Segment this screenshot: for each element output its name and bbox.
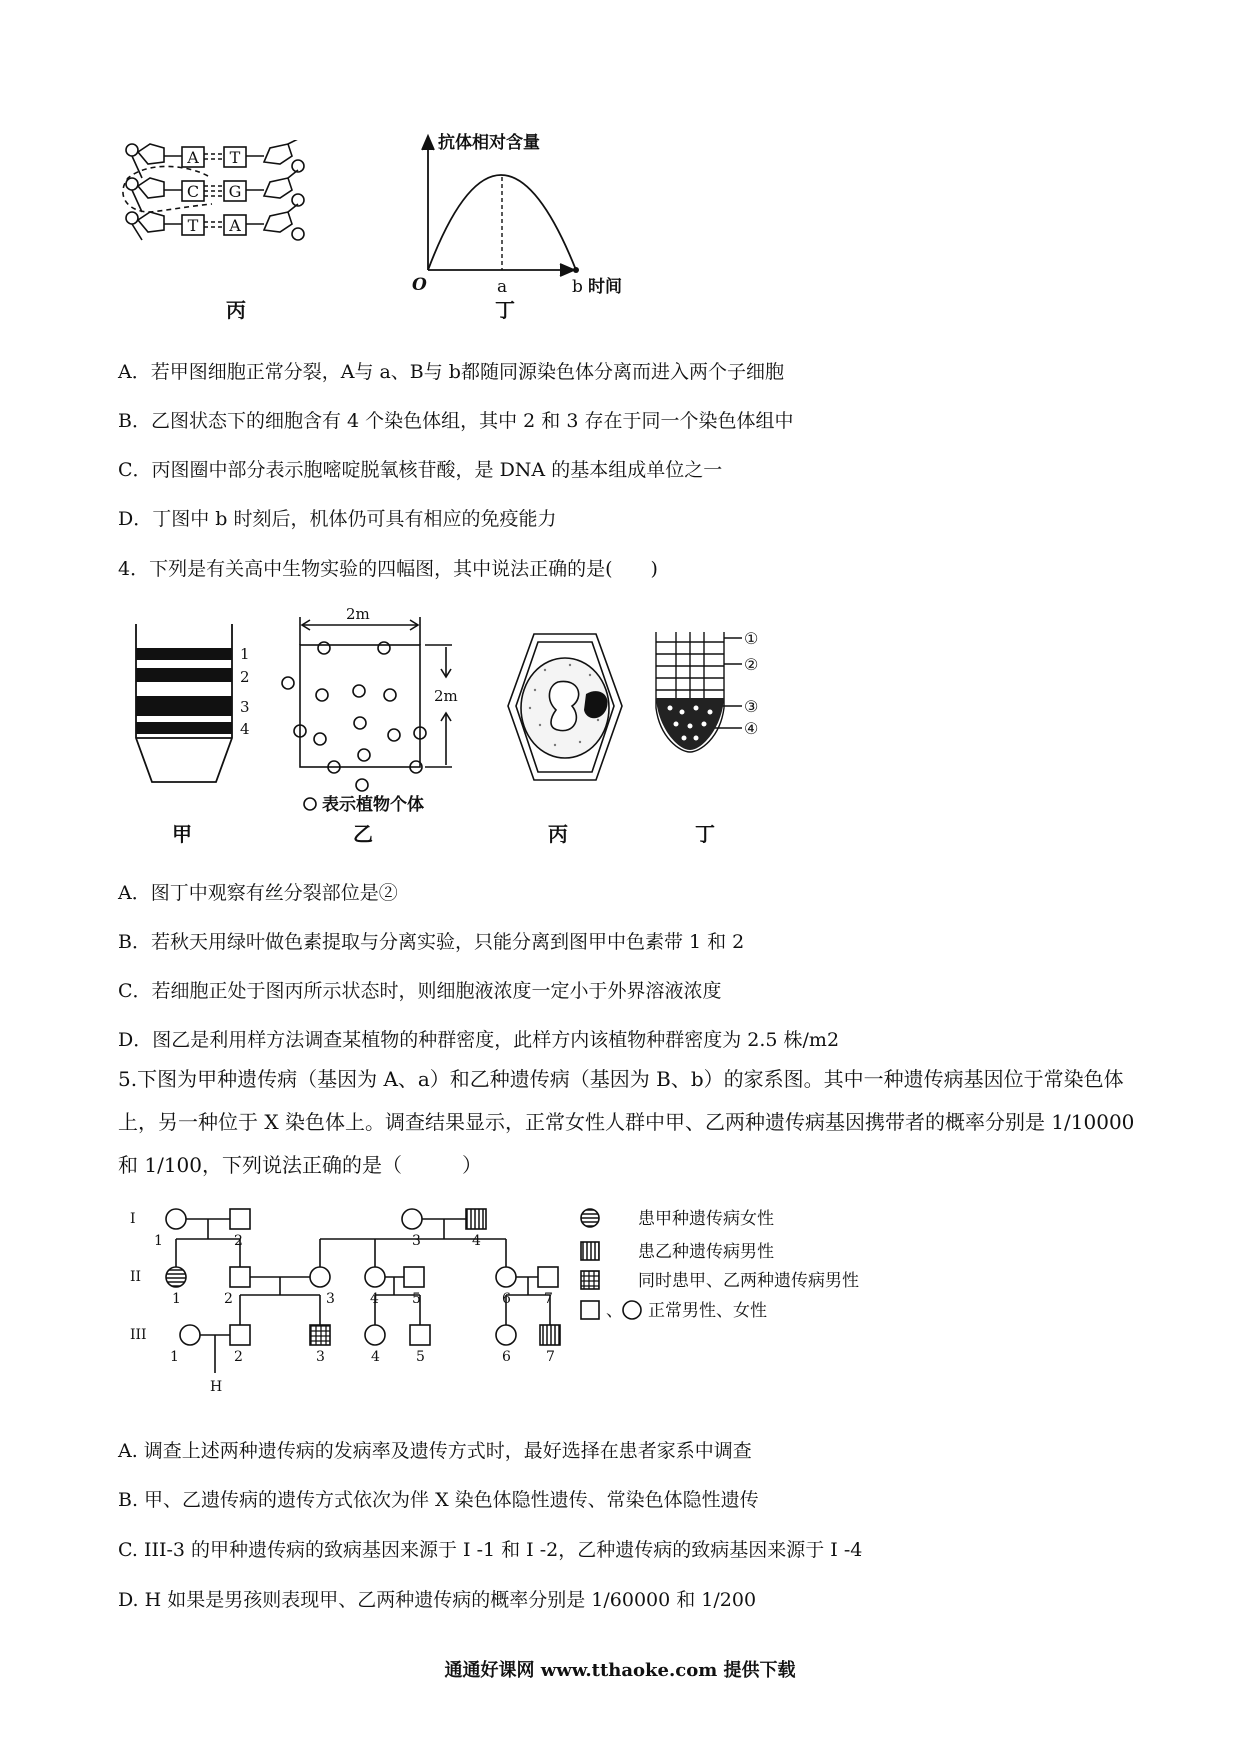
svg-text:2: 2 (224, 1291, 233, 1307)
svg-text:1: 1 (170, 1349, 179, 1365)
svg-text:5: 5 (416, 1349, 425, 1365)
q4-caption-yi: 乙 (353, 822, 373, 846)
svg-text:7: 7 (544, 1291, 553, 1307)
svg-text:4: 4 (371, 1349, 380, 1365)
svg-text:1: 1 (172, 1291, 181, 1307)
graph-tick-b: b (572, 277, 583, 297)
pedigree-child-label: H (210, 1379, 223, 1395)
quadrat-legend: 表示植物个体 (322, 795, 424, 815)
svg-text:5: 5 (412, 1291, 421, 1307)
q4-caption-ding: 丁 (695, 822, 715, 846)
svg-text:7: 7 (546, 1349, 555, 1365)
legend-both-male-icon (581, 1271, 599, 1289)
chromatography-strip (130, 620, 260, 790)
generation-III: III (130, 1327, 147, 1343)
dna-base-right-1: T (229, 148, 241, 167)
root-label-4: ④ (744, 719, 759, 738)
root-tip-figure (650, 628, 780, 758)
legend-normal-female-icon (623, 1301, 641, 1319)
legend-normal: 正常男性、女性 (648, 1301, 767, 1321)
dna-base-right-2: G (228, 182, 242, 201)
svg-text:3: 3 (412, 1233, 421, 1249)
band-label-2: 2 (240, 668, 250, 686)
q5-option-c: C. III-3 的甲种遗传病的致病基因来源于 I -1 和 I -2，乙种遗传病的致病基因来源于 I -4 (118, 1539, 863, 1561)
graph-xlabel: 时间 (588, 277, 622, 297)
q4-option-c: C．若细胞正处于图丙所示状态时，则细胞液浓度一定小于外界溶液浓度 (118, 980, 722, 1002)
dna-base-left-2: C (186, 182, 200, 201)
plant-cell-figure (500, 630, 630, 790)
q4-option-d: D．图乙是利用样方法调查某植物的种群密度，此样方内该植物种群密度为 2.5 株/m2 (118, 1029, 840, 1051)
q5-option-b: B. 甲、乙遗传病的遗传方式依次为伴 X 染色体隐性遗传、常染色体隐性遗传 (118, 1489, 759, 1511)
legend-normal-male-icon (581, 1301, 599, 1319)
dna-caption: 丙 (226, 298, 246, 322)
dna-base-left-1: A (187, 148, 199, 167)
band-label-1: 1 (240, 645, 250, 663)
q4-caption-bing: 丙 (548, 822, 568, 846)
q3-option-a: A．若甲图细胞正常分裂，A与 a、B与 b都随同源染色体分离而进入两个子细胞 (118, 361, 784, 383)
graph-tick-a: a (497, 277, 508, 297)
legend-jia-female-icon (581, 1209, 599, 1227)
svg-text:1: 1 (154, 1233, 163, 1249)
q3-option-b: B．乙图状态下的细胞含有 4 个染色体组，其中 2 和 3 存在于同一个染色体组中 (118, 410, 794, 432)
band-label-3: 3 (240, 698, 250, 716)
svg-text:2: 2 (234, 1349, 243, 1365)
q4-caption-jia: 甲 (172, 822, 192, 846)
quadrat-figure (270, 605, 470, 815)
band-label-4: 4 (240, 720, 250, 738)
svg-text:2: 2 (234, 1233, 243, 1249)
dna-base-right-3: A (229, 216, 241, 235)
generation-II: II (130, 1269, 142, 1285)
q3-option-d: D．丁图中 b 时刻后，机体仍可具有相应的免疫能力 (118, 508, 557, 530)
root-label-1: ① (744, 629, 759, 648)
svg-text:3: 3 (316, 1349, 325, 1365)
graph-origin: O (412, 275, 427, 295)
pedigree-legend (578, 1205, 918, 1345)
quadrat-height-label: 2m (434, 687, 458, 705)
q4-option-a: A．图丁中观察有丝分裂部位是② (118, 882, 398, 904)
q5-option-d: D. H 如果是男孩则表现甲、乙两种遗传病的概率分别是 1/60000 和 1/200 (118, 1589, 757, 1611)
q5-stem: 5.下图为甲种遗传病（基因为 A、a）和乙种遗传病（基因为 B、b）的家系图。其中一种遗传病基因位于常染色体上，另一种位于 X 染色体上。调查结果显示，正常女性人群中甲、乙两种遗传病基因携带者的概率分别是 1/10000 和 1/100，下列说法正确的是（ ） (118, 1067, 1135, 1177)
svg-text:4: 4 (370, 1291, 379, 1307)
legend-separator: 、 (606, 1301, 623, 1321)
quadrat-width-label: 2m (346, 605, 370, 623)
svg-text:3: 3 (326, 1291, 335, 1307)
page-footer: 通通好课网 www.tthaoke.com 提供下载 (444, 1660, 796, 1681)
legend-yi-male-icon (581, 1242, 599, 1260)
antibody-graph (400, 130, 650, 300)
legend-both-male: 同时患甲、乙两种遗传病男性 (638, 1271, 859, 1291)
dna-figure (120, 140, 340, 260)
q4-option-b: B．若秋天用绿叶做色素提取与分离实验，只能分离到图甲中色素带 1 和 2 (118, 931, 745, 953)
pedigree-chart (130, 1205, 590, 1400)
q4-stem: 4．下列是有关高中生物实验的四幅图，其中说法正确的是( ) (118, 558, 658, 580)
generation-I: I (130, 1211, 136, 1227)
legend-yi-male: 患乙种遗传病男性 (638, 1242, 774, 1262)
q5-option-a: A. 调查上述两种遗传病的发病率及遗传方式时，最好选择在患者家系中调查 (118, 1440, 752, 1462)
root-label-3: ③ (744, 697, 759, 716)
root-label-2: ② (744, 655, 759, 674)
svg-text:6: 6 (502, 1349, 511, 1365)
graph-ylabel: 抗体相对含量 (438, 133, 540, 153)
svg-text:4: 4 (472, 1233, 481, 1249)
svg-text:6: 6 (502, 1291, 511, 1307)
graph-caption: 丁 (495, 298, 515, 322)
q3-option-c: C．丙图圈中部分表示胞嘧啶脱氧核苷酸，是 DNA 的基本组成单位之一 (118, 459, 723, 481)
dna-base-left-3: T (187, 216, 199, 235)
legend-jia-female: 患甲种遗传病女性 (638, 1209, 774, 1229)
